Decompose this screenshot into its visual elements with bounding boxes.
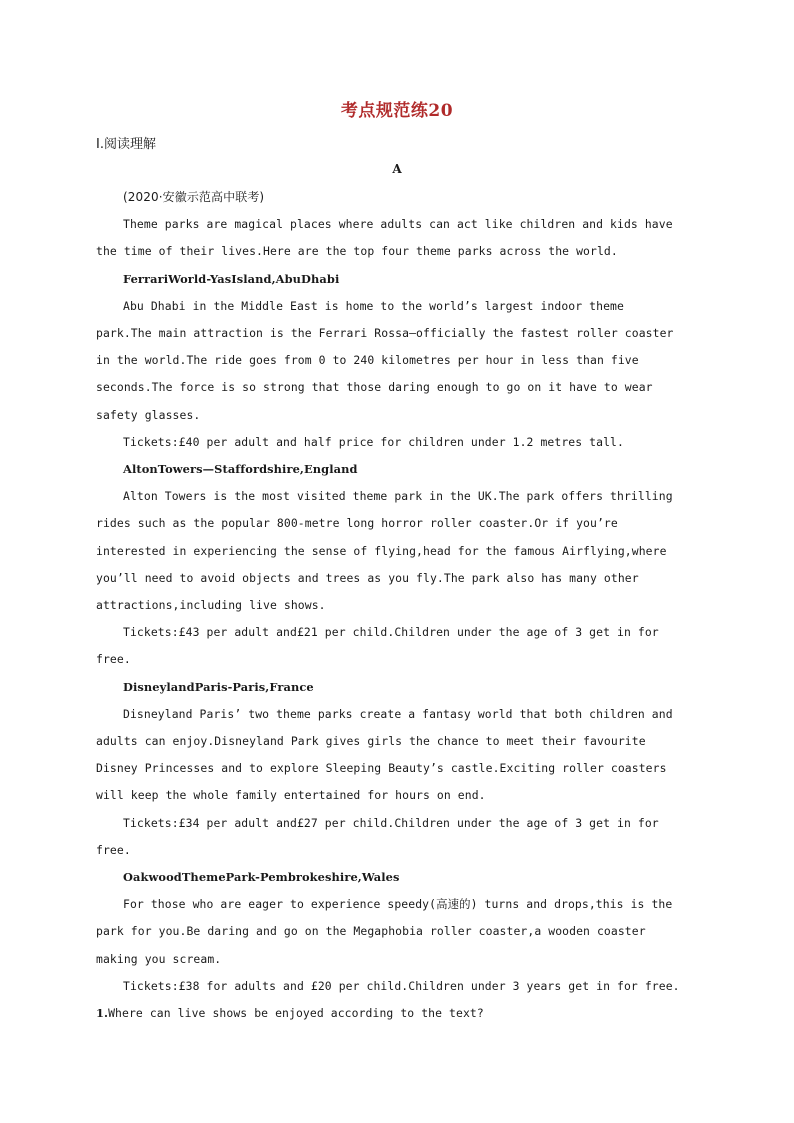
- page-title: 考点规范练20: [340, 101, 454, 121]
- park-heading: AltonTowers—Staffordshire,England: [123, 462, 358, 477]
- park-tickets: Tickets:£43 per adult and£21 per child.Children under the age of 3 get in for free.: [96, 625, 659, 667]
- park-description: Disneyland Paris’ two theme parks create a fantasy world that both children and adults can enjoy.Disneyland Park gives girls the chance to meet their favourite Disney Princesses and to explore Sleeping Beauty’s castle.Exciting roller coasters will keep the whole family entertained for hours on end.: [96, 706, 673, 803]
- park-tickets: Tickets:£40 per adult and half price for children under 1.2 metres tall.: [123, 434, 624, 449]
- question-text: Where can live shows be enjoyed according to the text?: [108, 1006, 484, 1021]
- question-number: 1.: [96, 1006, 109, 1021]
- park-heading: OakwoodThemePark-Pembrokeshire,Wales: [123, 870, 400, 885]
- intro-paragraph: Theme parks are magical places where adults can act like children and kids have the time of their lives.Here are the top four theme parks across the world.: [96, 217, 673, 259]
- park-tickets: Tickets:£34 per adult and£27 per child.Children under the age of 3 get in for free.: [96, 815, 659, 857]
- part-label: A: [392, 162, 402, 176]
- park-heading: FerrariWorld-YasIsland,AbuDhabi: [123, 271, 340, 286]
- question: [96, 1000, 708, 1027]
- park-heading: DisneylandParis-Paris,France: [123, 679, 314, 694]
- park-description: For those who are eager to experience speedy(高速的) turns and drops,this is the park for you.Be daring and go on the Megaphobia roller coaster,a wooden coaster making you scream.: [96, 897, 673, 966]
- park-description: Abu Dhabi in the Middle East is home to the world’s largest indoor theme park.The main attraction is the Ferrari Rossa—officially the fastest roller coaster in the world.The ride goes from 0 to 240 kilometres per hour in less than five seconds.The force is so strong that those daring enough to go on it have to wear safety glasses.: [96, 298, 674, 422]
- source-note: (2020·安徽示范高中联考): [123, 190, 265, 204]
- section-heading: Ⅰ.阅读理解: [96, 137, 156, 152]
- park-description: Alton Towers is the most visited theme park in the UK.The park offers thrilling rides such as the popular 800-metre long horror roller coaster.Or if you’re interested in experiencing the sense of flying,head for the famous Airflying,where you’ll need to avoid objects and trees as you fly.The park also has many other attractions,including live shows.: [96, 489, 673, 613]
- passage: [96, 184, 708, 1027]
- park-tickets: Tickets:£38 for adults and £20 per child.Children under 3 years get in for free.: [123, 978, 680, 993]
